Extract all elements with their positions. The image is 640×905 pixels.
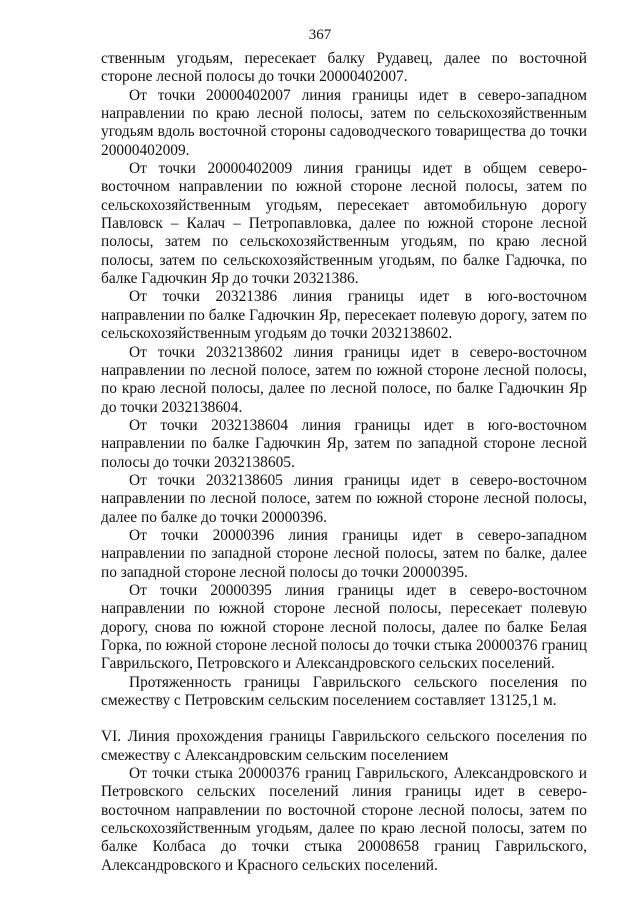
paragraph: От точки 20000395 линия границы идет в северо-восточном направлении по южной стороне лесной полосы, пересекает полевую дорогу, снова по южной стороне лесной полосы, далее по балке Белая Горка, по южной стороне лесной полосы до точки стыка 20000376 границ Гаврильского, Петровского и Александровского сельских поселений. — [101, 581, 587, 673]
paragraph: ственным угодьям, пересекает балку Рудавец, далее по восточной стороне лесной полосы до точки 20000402007. — [101, 50, 587, 86]
paragraph: От точки 20000396 линия границы идет в северо-западном направлении по западной стороне лесной полосы, затем по балке, далее по западной стороне лесной полосы до точки 20000395. — [101, 526, 587, 581]
paragraph: От точки 20321386 линия границы идет в юго-восточном направлении по балке Гадючкин Яр, пересекает полевую дорогу, затем по сельскохозяйственным угодьям до точки 2032138602. — [101, 288, 587, 343]
paragraph: От точки 20000402009 линия границы идет в общем северо-восточном направлении по южной стороне лесной полосы, затем по сельскохозяйственным угодьям, пересекает автомобильную дорогу Павловск – Калач – Петропавловка, далее по южной стороне лесной полосы, затем по сельскохозяйственным угодьям, по краю лесной полосы, затем по сельскохозяйственным угодьям, по балке Гадючка, по балке Гадючкин Яр до точки 20321386. — [101, 160, 587, 288]
paragraph: От точки 20000402007 линия границы идет в северо-западном направлении по краю лесной полосы, затем по сельскохозяйственным угодьям вдоль восточной стороны садоводческого товарищества до точки 20000402009. — [101, 86, 587, 159]
paragraph: От точки 2032138605 линия границы идет в северо-восточном направлении по лесной полосе, затем по южной стороне лесной полосы, далее по балке до точки 20000396. — [101, 471, 587, 526]
document-body — [101, 50, 587, 875]
paragraph: От точки стыка 20000376 границ Гаврильского, Александровского и Петровского сельских поселений линия границы идет в северо-восточном направлении по восточной стороне лесной полосы, затем по сельскохозяйственным угодьям, далее по краю лесной полосы, затем по балке Колбаса до точки стыка 20008658 границ Гаврильского, Александровского и Красного сельских поселений. — [101, 765, 587, 874]
section-heading: VI. Линия прохождения границы Гаврильского сельского поселения по смежеству с Александровским сельским поселением — [101, 728, 587, 764]
paragraph: Протяженность границы Гаврильского сельского поселения по смежеству с Петровским сельским поселением составляет 13125,1 м. — [101, 673, 587, 710]
page-number: 367 — [308, 27, 332, 43]
paragraph: От точки 2032138604 линия границы идет в юго-восточном направлении по балке Гадючкин Яр, затем по западной стороне лесной полосы до точки 2032138605. — [101, 416, 587, 471]
paragraph: От точки 2032138602 линия границы идет в северо-восточном направлении по лесной полосе, затем по южной стороне лесной полосы, по краю лесной полосы, далее по лесной полосе, по балке Гадючкин Яр до точки 2032138604. — [101, 343, 587, 416]
